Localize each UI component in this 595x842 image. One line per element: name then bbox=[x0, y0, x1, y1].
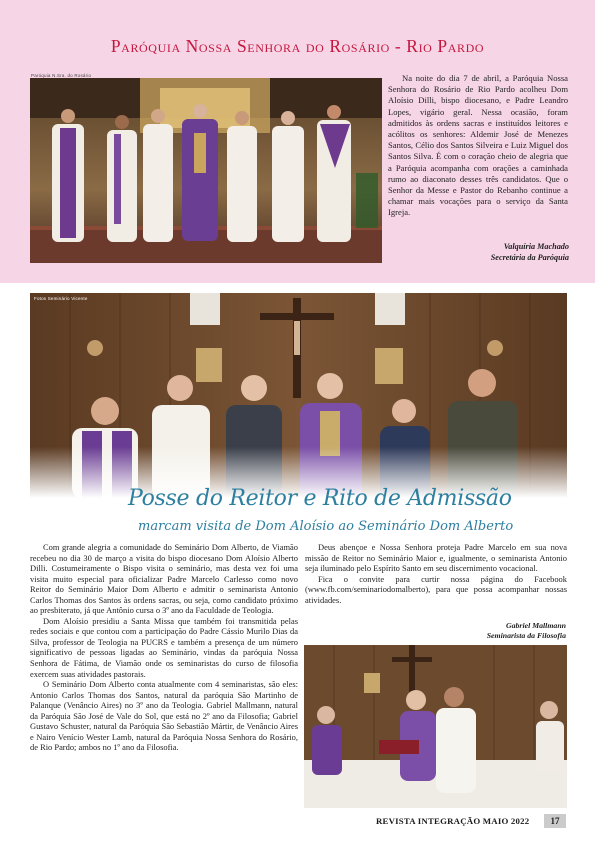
parish-signature-role: Secretária da Paróquia bbox=[490, 253, 569, 262]
parish-title: Paróquia Nossa Senhora do Rosário - Rio Pardo bbox=[110, 36, 485, 56]
article-column-1 bbox=[30, 542, 298, 753]
col2-paragraph: Fica o convite para curtir nossa página do Facebook (www.fb.com/seminariodomalberto), para que possa acompanhar nossas atividades. bbox=[305, 573, 567, 605]
seminary-group-photo-graphic bbox=[30, 293, 567, 498]
article-headline: Posse do Reitor e Rito de Admissão bbox=[128, 486, 512, 511]
parish-article-text: Na noite do dia 7 de abril, a Paróquia Nossa Senhora do Rosário de Rio Pardo acolheu Dom Aloísio Dilli, bispo diocesano, e Padre Leandro Lopes, vigário geral. Nessa ocasião, foram admitidos às ordens sacras e instituídos leitores e acólitos os senhores: Aldemir José de Menezes Santos, Célio dos Santos Silveira e Luiz Miguel dos Santos Silva. É com o coração cheio de alegria que a Paróquia acompanha com orações a caminhada rumo ao diaconato desses três candidatos. Que o Senhor da Messe e Pastor do Rebanho continue a chamar mais vocações para o serviço da Santa Igreja. bbox=[388, 73, 568, 218]
mass-photo bbox=[304, 645, 567, 808]
seminary-group-photo bbox=[30, 293, 567, 498]
col1-paragraph: O Seminário Dom Alberto conta atualmente com 4 seminaristas, são eles: Antonio Carlos Thomas dos Santos, natural da paróquia São Martinho de Palanque (Venâncio Aires) no 3º ano da Teologia. Gabriel Mallmann, natural da Paróquia São José de Vale do Sol, que está no 2º ano da Filosofia; Gabriel Gustavo Schuster, natural da Paróquia São Sebastião Mártir, de Venâncio Aires e Nairo Venício Wester Lamb, natural da Paróquia Nossa Senhora do Rosário, de Rio Pardo; ambos no 1º ano da Filosofia. bbox=[30, 679, 298, 753]
parish-photo-credit: Paróquia N.Sra. do Rosário bbox=[31, 73, 92, 78]
parish-group-photo bbox=[30, 78, 382, 263]
magazine-footer: REVISTA INTEGRAÇÃO MAIO 2022 bbox=[376, 816, 530, 826]
col2-paragraph: Deus abençoe e Nossa Senhora proteja Padre Marcelo em sua nova missão de Reitor no Seminário Maior e, igualmente, o seminarista Antonio seja iluminado pelo Espírito Santo em seu discernimento vocacional. bbox=[305, 542, 567, 574]
parish-signature-name: Valquíria Machado bbox=[503, 242, 569, 251]
article-column-2 bbox=[305, 542, 567, 605]
mass-photo-graphic bbox=[304, 645, 567, 808]
col1-paragraph: Com grande alegria a comunidade do Seminário Dom Alberto, de Viamão recebeu no dia 30 de março a visita do bispo diocesano Dom Aloísio Alberto Dilli. Costumeiramente o Bispo visita o seminário, mas desta vez foi uma visita muito especial para oficializar Padre Marcelo Carlesso como novo Reitor do Seminário Maior Dom Alberto e admitir o seminarista Antonio Carlos Thomas dos Santos às ordens sacras, ou seja, como candidato próximo ao presbiterato, já que Antônio cursa o 3º ano da Faculdade de Teologia. bbox=[30, 542, 298, 616]
col1-paragraph: Dom Aloísio presidiu a Santa Missa que também foi transmitida pelas redes sociais e que contou com a participação do Padre Cássio Murilo Dias da Silva, professor de Teologia na PUCRS e também a presença de um número significativo de pessoas ligadas ao Seminário, vindas da paróquia Nossa Senhora de Fátima, de Viamão onde os seminaristas do curso de filosofia exercem suas atividades pastorais. bbox=[30, 615, 298, 679]
parish-group-photo-graphic bbox=[30, 78, 382, 263]
seminary-photo-credit: Fotos Seminário Vicente bbox=[34, 296, 88, 301]
seminary-signature-role: Seminarista da Filosofia bbox=[486, 631, 566, 640]
seminary-signature-name: Gabriel Mallmann bbox=[505, 621, 566, 630]
article-subheadline: marcam visita de Dom Aloísio ao Seminário Dom Alberto bbox=[138, 519, 514, 534]
page-number: 17 bbox=[544, 814, 566, 828]
